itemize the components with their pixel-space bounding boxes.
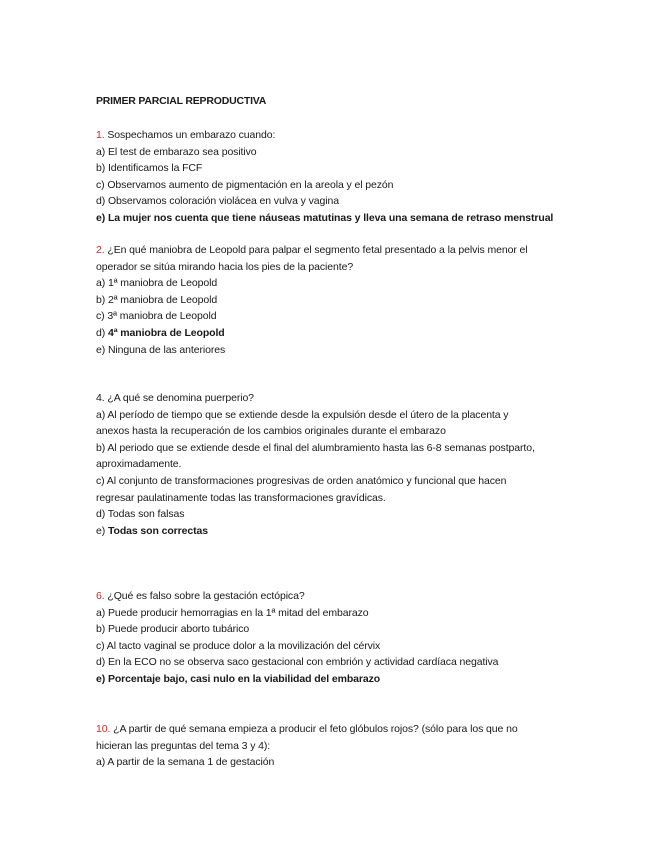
document-title: PRIMER PARCIAL REPRODUCTIVA [96, 95, 267, 107]
option-c: c) 3ª maniobra de Leopold [96, 310, 217, 323]
option-a: a) El test de embarazo sea positivo [96, 145, 257, 158]
question-4 [96, 390, 566, 539]
option-a: a) A partir de la semana 1 de gestación [96, 756, 275, 769]
option-b: b) Al periodo que se extiende desde el final del alumbramiento hasta las 6-8 semanas postparto, [96, 441, 535, 454]
question-10 [96, 721, 566, 771]
option-e-correct: e) Todas son correctas [96, 524, 208, 537]
option-b: b) Puede producir aborto tubárico [96, 623, 250, 636]
option-e-correct: e) La mujer nos cuenta que tiene náuseas matutinas y lleva una semana de retraso menstrual [96, 211, 554, 224]
question-text: 6. ¿Qué es falso sobre la gestación ectópica? [96, 590, 305, 602]
question-text: 4. ¿A qué se denomina puerperio? [96, 392, 254, 404]
option-e-correct: e) Porcentaje bajo, casi nulo en la viabilidad del embarazo [96, 672, 381, 685]
question-number: 6. [96, 590, 105, 602]
option-b: b) 2ª maniobra de Leopold [96, 293, 218, 306]
option-a: a) Puede producir hemorragias en la 1ª mitad del embarazo [96, 606, 369, 619]
question-1 [96, 127, 566, 227]
question-number: 4. [96, 392, 105, 404]
option-b-cont: aproximadamente. [96, 458, 182, 471]
question-text: 2. ¿En qué maniobra de Leopold para palpar el segmento fetal presentado a la pelvis menor el [96, 244, 528, 256]
option-e: e) Ninguna de las anteriores [96, 343, 226, 356]
option-a-cont: anexos hasta la recuperación de los cambios originales durante el embarazo [96, 425, 446, 438]
option-d: d) Observamos coloración violácea en vulva y vagina [96, 195, 339, 208]
question-number: 1. [96, 129, 105, 141]
option-c-cont: regresar paulatinamente todas las transformaciones gravídicas. [96, 491, 386, 504]
question-number: 2. [96, 244, 105, 256]
option-a: a) 1ª maniobra de Leopold [96, 277, 218, 290]
question-2 [96, 242, 566, 358]
option-c: c) Al tacto vaginal se produce dolor a la movilización del cérvix [96, 639, 381, 652]
option-b: b) Identificamos la FCF [96, 162, 203, 175]
question-text: 1. Sospechamos un embarazo cuando: [96, 129, 276, 141]
question-text: 10. ¿A partir de qué semana empieza a producir el feto glóbulos rojos? (sólo para los que no [96, 723, 518, 735]
question-6 [96, 588, 566, 688]
option-d: d) En la ECO no se observa saco gestacional con embrión y actividad cardíaca negativa [96, 656, 499, 669]
option-c: c) Observamos aumento de pigmentación en la areola y el pezón [96, 178, 394, 191]
option-d: d) Todas son falsas [96, 508, 185, 521]
question-text-cont: hicieran las preguntas del tema 3 y 4): [96, 739, 271, 752]
option-d-correct: d) 4ª maniobra de Leopold [96, 326, 225, 339]
question-number: 10. [96, 723, 111, 735]
option-a: a) Al período de tiempo que se extiende desde la expulsión desde el útero de la placenta y [96, 408, 509, 421]
question-text-cont: operador se sitúa mirando hacia los pies de la paciente? [96, 260, 354, 273]
option-c: c) Al conjunto de transformaciones progresivas de orden anatómico y funcional que hacen [96, 474, 507, 487]
